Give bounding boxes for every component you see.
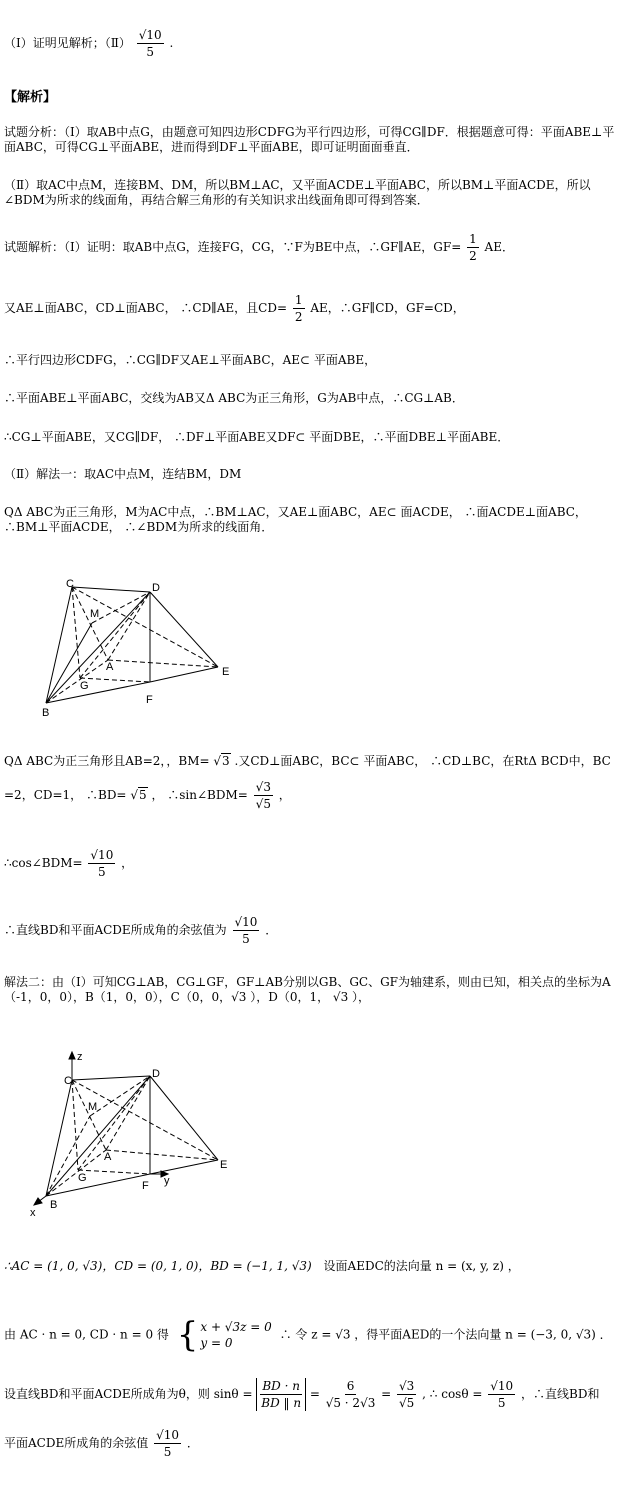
label-C: C: [64, 1075, 72, 1087]
brace: {: [176, 1315, 199, 1355]
solution-line-1: 试题解析：（Ⅰ）证明：取AB中点G，连接FG，CG，∵F为BE中点，∴GF∥AE，GF= $\frac{1}{2}$ AE．: [4, 232, 514, 263]
final-line: 平面ACDE所成角的余弦值 $\frac{√10}{5}$ ．: [4, 1428, 199, 1459]
label-y: y: [164, 1175, 170, 1187]
sqrt-3: √3: [213, 754, 230, 768]
solution-line-4: ∴平面ABE⊥平面ABC，交线为AB又Δ ABC为正三角形，G为AB中点，∴CG⊥AB．: [4, 391, 464, 405]
edge-BC: [46, 587, 72, 703]
sin-fraction: $\frac{√3}{√5}$: [255, 780, 271, 811]
edge-BD: [46, 1076, 150, 1196]
label-E: E: [220, 1159, 228, 1171]
geometry-figure-2: [30, 1050, 250, 1220]
half-fraction: $\frac{1}{2}$: [469, 232, 477, 263]
fraction-sqrt3: $\frac{√3}{√5}$: [399, 1379, 415, 1410]
z-arrow: [69, 1052, 75, 1059]
edge-DE: [150, 1076, 218, 1160]
vector-line: [4, 1258, 626, 1274]
calc-line-2: =2，CD=1， ∴BD= √5 ， ∴sin∠BDM= $\frac{√3}{√5}$ ，: [4, 780, 291, 811]
solution-line-5: ∴CG⊥平面ABE，又CG∥DF， ∴DF⊥平面ABE又DF⊂ 平面DBE，∴平面DBE⊥平面ABE．: [4, 430, 510, 444]
normal-vector-note: 设面AEDC的法向量 n = (x, y, z) ，: [323, 1259, 520, 1273]
sqrt-5: √5: [130, 788, 147, 802]
x-arrow: [34, 1198, 42, 1205]
edge-CG: [72, 587, 80, 678]
equation-system: { x + √3z = 0 y = 0: [176, 1315, 272, 1355]
method2-text: 解法二：由（Ⅰ）可知CG⊥AB，CG⊥GF，GF⊥AB分别以GB、GC、GF为轴建系，则由已知，相关点的坐标为A（-1，0，0），B（1，0，0），C（0，0，√3 ），D（0，1， √3 ），: [4, 975, 611, 1004]
solution-line-2: 又AE⊥面ABC，CD⊥面ABC， ∴CD∥AE，且CD= $\frac{1}{2}$ AE，∴GF∥CD，GF=CD，: [4, 293, 465, 324]
edge-FE: [150, 1160, 218, 1174]
fraction-6: $\frac{6}{√5 \cdot 2√3}$: [325, 1379, 376, 1410]
label-G: G: [78, 1172, 87, 1184]
normal-vector-line: 由 AC · n = 0, CD · n = 0 得 { x + √3z = 0 y = 0 ∴ 令 z = √3 ，得平面AED的一个法向量 n = (−3, 0, √3) ．: [4, 1315, 612, 1355]
edge-AD: [106, 1076, 150, 1150]
abs-fraction: $\frac{BD \cdot n}{BD ‖ n}$: [256, 1378, 306, 1411]
half-fraction: $\frac{1}{2}$: [294, 293, 303, 324]
method1-text: QΔ ABC为正三角形，M为AC中点，∴BM⊥AC，又AE⊥面ABC，AE⊂ 面ACDE， ∴面ACDE⊥面ABC， ∴BM⊥平面ACDE， ∴∠BDM为所求的线面角．: [4, 505, 587, 534]
edge-GD: [80, 592, 150, 678]
angle-line: 设直线BD和平面ACDE所成角为θ，则 sinθ = $\frac{BD \cdot n}{BD ‖ n}$ = $\frac{6}{√5 \cdot 2√3}$ = $\frac{√3}{√5}$ , ∴ cosθ = $\frac{√10}{5}$ ，∴直线BD和: [4, 1379, 600, 1410]
label-z: z: [77, 1051, 83, 1063]
edge-CG: [72, 1080, 78, 1170]
edge-AE: [108, 660, 218, 667]
vector-coordinates: ∴AC = (1, 0, √3)，CD = (0, 1, 0)，BD = (−1, 1, √3): [4, 1259, 312, 1273]
label-B: B: [50, 1199, 58, 1211]
label-D: D: [152, 582, 160, 594]
label-F: F: [142, 1180, 149, 1192]
cos-fraction: $\frac{√10}{5}$: [234, 915, 258, 946]
edge-MD: [92, 592, 150, 623]
section-heading: 【解析】: [4, 90, 57, 105]
label-x: x: [30, 1207, 36, 1219]
edge-AE: [106, 1150, 218, 1160]
edge-CD: [72, 1076, 150, 1080]
label-B: B: [42, 707, 50, 719]
label-F: F: [146, 694, 153, 706]
analysis-part2: （Ⅱ）取AC中点M，连接BM、DM，所以BM⊥AC，又平面ACDE⊥平面ABC，所以BM⊥平面ACDE，所以∠BDM为所求的线面角，再结合解三角形的有关知识求出线面角即可得到答案．: [4, 178, 591, 207]
geometry-figure-1: [30, 575, 250, 725]
edge-CE: [72, 1080, 218, 1160]
label-G: G: [80, 680, 89, 692]
edge-BM: [46, 1116, 90, 1196]
edge-DE: [150, 592, 218, 667]
final-fraction: $\frac{√10}{5}$: [156, 1428, 179, 1459]
answer-fraction: $\frac{√10}{5}$: [138, 28, 162, 59]
method1-title: （Ⅱ）解法一：取AC中点M，连结BM，DM: [4, 467, 242, 481]
edge-FE: [150, 667, 218, 682]
label-A: A: [104, 1151, 112, 1163]
calc-line-1: QΔ ABC为正三角形且AB=2，，BM= √3 .又CD⊥面ABC，BC⊂ 平面ABC， ∴CD⊥BC，在RtΔ BCD中，BC: [4, 754, 611, 768]
edge-GD: [78, 1076, 150, 1170]
label-C: C: [66, 578, 74, 590]
solution-line-3: ∴平行四边形CDFG，∴CG∥DF又AE⊥平面ABC，AE⊂ 平面ABE，: [4, 353, 377, 367]
edge-CD: [72, 587, 150, 592]
label-D: D: [152, 1068, 160, 1080]
label-E: E: [222, 666, 230, 678]
cos-fraction: $\frac{√10}{5}$: [90, 848, 114, 879]
fraction-sqrt10: $\frac{√10}{5}$: [490, 1379, 514, 1410]
edge-CE: [72, 587, 218, 667]
analysis-part1: 试题分析：（Ⅰ）取AB中点G，由题意可知四边形CDFG为平行四边形，可得CG∥DF．根据题意可得：平面ABE⊥平面ABC，可得CG⊥平面ABE，进而得到DF⊥平面ABE，即可证明面面垂直．: [4, 125, 615, 154]
label-A: A: [106, 661, 114, 673]
answer-text: （Ⅰ）证明见解析；（Ⅱ）: [4, 36, 131, 50]
label-M: M: [90, 608, 100, 620]
calc-line-3: ∴cos∠BDM= $\frac{√10}{5}$ ，: [4, 848, 134, 879]
edge-GF: [78, 1170, 150, 1174]
answer-line: （Ⅰ）证明见解析；（Ⅱ） $\frac{√10}{5}$ .: [4, 28, 174, 59]
label-M: M: [88, 1101, 98, 1113]
edge-GF: [80, 678, 150, 682]
calc-line-4: ∴直线BD和平面ACDE所成角的余弦值为 $\frac{√10}{5}$ ．: [4, 915, 278, 946]
